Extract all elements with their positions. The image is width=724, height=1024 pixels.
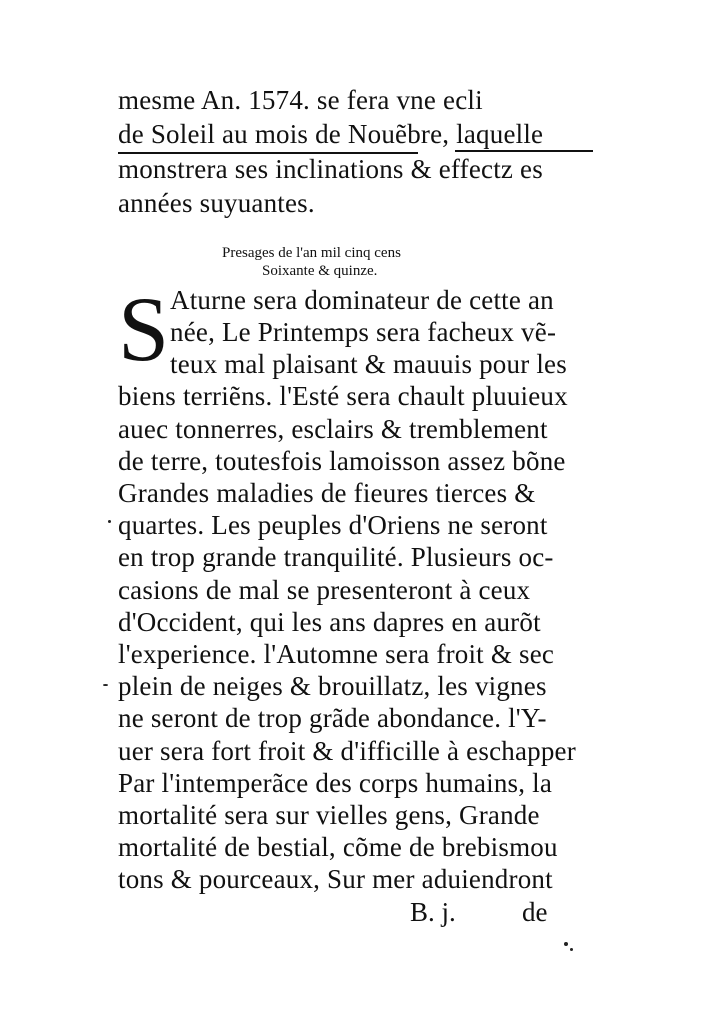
body-line: casions de mal se presenteront à ceux	[118, 575, 531, 605]
body-line: en trop grande tranquilité. Plusieurs oc-	[118, 542, 554, 572]
ink-speck	[570, 948, 573, 951]
ink-speck	[108, 520, 111, 523]
ink-speck	[564, 942, 568, 946]
body-line: plein de neiges & brouillatz, les vignes	[118, 671, 547, 701]
text-line-2: de Soleil au mois de Nouẽbre, laquelle	[118, 119, 544, 149]
catchword: de	[522, 897, 548, 927]
body-line: mortalité de bestial, cõme de brebismou	[118, 832, 558, 862]
drop-cap: S	[118, 278, 170, 380]
body-line: de terre, toutesfois lamoisson assez bõne	[118, 446, 566, 476]
body-line: d'Occident, qui les ans dapres en aurõt	[118, 607, 541, 637]
body-line: tons & pourceaux, Sur mer aduiendront	[118, 864, 553, 894]
signature-mark: B. j.	[410, 897, 456, 927]
body-line: Par l'intemperãce des corps humains, la	[118, 768, 553, 798]
body-line: l'experience. l'Automne sera froit & sec	[118, 639, 555, 669]
section-heading-line-2: Soixante & quinze.	[262, 263, 378, 279]
body-line: Aturne sera dominateur de cette an	[170, 285, 554, 315]
body-line: Grandes maladies de fieures tierces &	[118, 478, 536, 508]
body-line: quartes. Les peuples d'Oriens ne seront	[118, 510, 548, 540]
body-line: teux mal plaisant & mauuis pour les	[170, 349, 567, 379]
section-heading-line-1: Presages de l'an mil cinq cens	[222, 245, 401, 261]
text-line-4: années suyuantes.	[118, 188, 315, 218]
body-line: mortalité sera sur vielles gens, Grande	[118, 800, 540, 830]
body-line: biens terriẽns. l'Esté sera chault pluuieux	[118, 381, 568, 411]
underline-rule	[455, 150, 593, 152]
body-line: ne seront de trop grãde abondance. l'Y-	[118, 703, 547, 733]
body-line: uer sera fort froit & d'ifficille à eschapper	[118, 736, 576, 766]
body-line: auec tonnerres, esclairs & tremblement	[118, 414, 548, 444]
text-line-3: monstrera ses inclinations & effectz es	[118, 154, 543, 184]
text-line-1: mesme An. 1574. se fera vne ecli	[118, 85, 483, 115]
body-line: née, Le Printemps sera facheux vẽ-	[170, 317, 557, 347]
ink-speck	[103, 684, 108, 686]
